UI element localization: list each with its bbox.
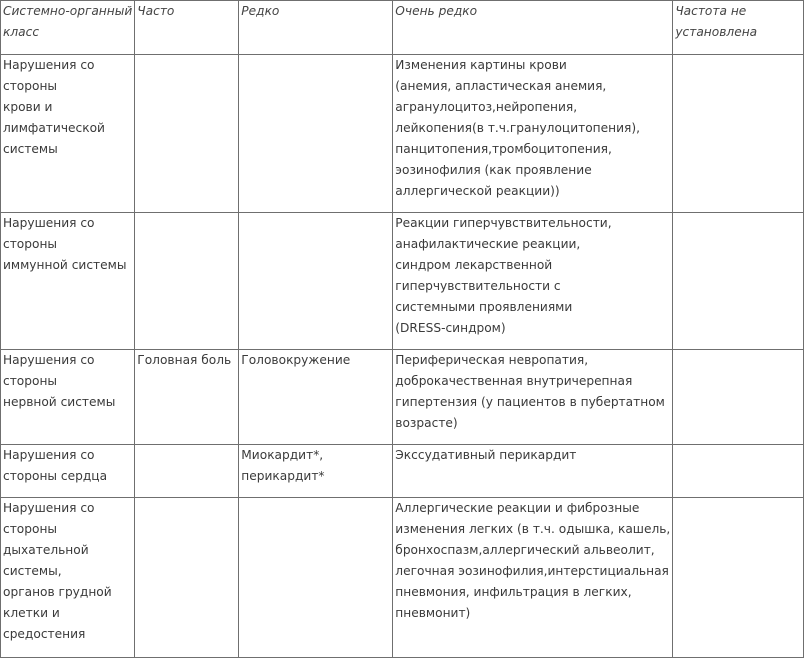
very-rare-cell xyxy=(393,498,673,658)
rare-cell xyxy=(239,498,393,658)
cell-line: Головная боль xyxy=(137,353,232,367)
cell-line: пневмонит) xyxy=(395,606,471,620)
cell-line: стороны xyxy=(3,374,58,388)
frequent-cell xyxy=(135,445,239,498)
cell-line: Головокружение xyxy=(241,353,351,367)
header-line: Часто xyxy=(137,4,175,18)
cell-line: возрасте) xyxy=(395,416,458,430)
cell-line: доброкачественная внутричерепная xyxy=(395,374,633,388)
cell-line: Изменения картины крови xyxy=(395,58,567,72)
cell-line: стороны xyxy=(3,522,58,536)
cell-line: иммунной системы xyxy=(3,258,127,272)
rare-cell xyxy=(239,213,393,350)
cell-line: (анемия, апластическая анемия, xyxy=(395,79,607,93)
cell-line: стороны xyxy=(3,79,58,93)
header-line: установлена xyxy=(675,25,758,39)
cell-line: анафилактические реакции, xyxy=(395,237,581,251)
cell-line: Нарушения со xyxy=(3,216,95,230)
cell-line: Экссудативный перикардит xyxy=(395,448,577,462)
cell-line: гипертензия (у пациентов в пубертатном xyxy=(395,395,665,409)
rare-cell xyxy=(239,55,393,213)
cell-line: системными проявлениями xyxy=(395,300,573,314)
organ-class-cell xyxy=(1,213,135,350)
table-row xyxy=(1,445,804,498)
cell-line: системы xyxy=(3,142,58,156)
cell-line: Нарушения со xyxy=(3,448,95,462)
cell-line: органов грудной xyxy=(3,585,112,599)
frequency-unknown-cell xyxy=(673,213,804,350)
table-row xyxy=(1,350,804,445)
header-organ-class xyxy=(1,1,135,55)
frequency-unknown-cell xyxy=(673,498,804,658)
organ-class-cell xyxy=(1,498,135,658)
header-line: Системно-органный xyxy=(3,4,133,18)
cell-line: агранулоцитоз,нейропения, xyxy=(395,100,578,114)
cell-line: Миокардит*, xyxy=(241,448,324,462)
cell-line: средостения xyxy=(3,627,86,641)
cell-line: пневмония, инфильтрация в легких, xyxy=(395,585,632,599)
frequency-unknown-cell xyxy=(673,445,804,498)
cell-line: лимфатической xyxy=(3,121,105,135)
cell-line: (DRESS-синдром) xyxy=(395,321,506,335)
organ-class-cell xyxy=(1,350,135,445)
frequent-cell xyxy=(135,55,239,213)
rare-cell xyxy=(239,445,393,498)
cell-line: бронхоспазм,аллергический альвеолит, xyxy=(395,543,655,557)
cell-line: Нарушения со xyxy=(3,58,95,72)
cell-line: стороны xyxy=(3,237,58,251)
rare-cell xyxy=(239,350,393,445)
frequency-unknown-cell xyxy=(673,55,804,213)
very-rare-cell xyxy=(393,55,673,213)
organ-class-cell xyxy=(1,55,135,213)
cell-line: Нарушения со xyxy=(3,501,95,515)
cell-line: Реакции гиперчувствительности, xyxy=(395,216,612,230)
cell-line: панцитопения,тромбоцитопения, xyxy=(395,142,612,156)
frequency-unknown-cell xyxy=(673,350,804,445)
cell-line: Нарушения со xyxy=(3,353,95,367)
frequent-cell xyxy=(135,350,239,445)
cell-line: нервной системы xyxy=(3,395,116,409)
organ-class-cell xyxy=(1,445,135,498)
very-rare-cell xyxy=(393,350,673,445)
frequent-cell xyxy=(135,213,239,350)
cell-line: эозинофилия (как проявление xyxy=(395,163,592,177)
header-frequent xyxy=(135,1,239,55)
cell-line: лейкопения(в т.ч.гранулоцитопения), xyxy=(395,121,640,135)
cell-line: клетки и xyxy=(3,606,60,620)
cell-line: изменения легких (в т.ч. одышка, кашель, xyxy=(395,522,671,536)
cell-line: дыхательной xyxy=(3,543,89,557)
very-rare-cell xyxy=(393,445,673,498)
header-rare xyxy=(239,1,393,55)
header-line: Очень редко xyxy=(395,4,478,18)
header-line: класс xyxy=(3,25,40,39)
cell-line: легочная эозинофилия,интерстициальная xyxy=(395,564,669,578)
cell-line: стороны сердца xyxy=(3,469,108,483)
header-row xyxy=(1,1,804,55)
very-rare-cell xyxy=(393,213,673,350)
frequent-cell xyxy=(135,498,239,658)
cell-line: Аллергические реакции и фиброзные xyxy=(395,501,640,515)
header-very-rare xyxy=(393,1,673,55)
header-line: Редко xyxy=(241,4,280,18)
cell-line: перикардит* xyxy=(241,469,325,483)
cell-line: аллергической реакции)) xyxy=(395,184,560,198)
cell-line: гиперчувствительности с xyxy=(395,279,561,293)
header-line: Частота не xyxy=(675,4,747,18)
cell-line: системы, xyxy=(3,564,62,578)
table-row xyxy=(1,213,804,350)
table-row xyxy=(1,55,804,213)
cell-line: синдром лекарственной xyxy=(395,258,553,272)
table-row xyxy=(1,498,804,658)
header-frequency-unknown xyxy=(673,1,804,55)
cell-line: Периферическая невропатия, xyxy=(395,353,589,367)
cell-line: крови и xyxy=(3,100,53,114)
